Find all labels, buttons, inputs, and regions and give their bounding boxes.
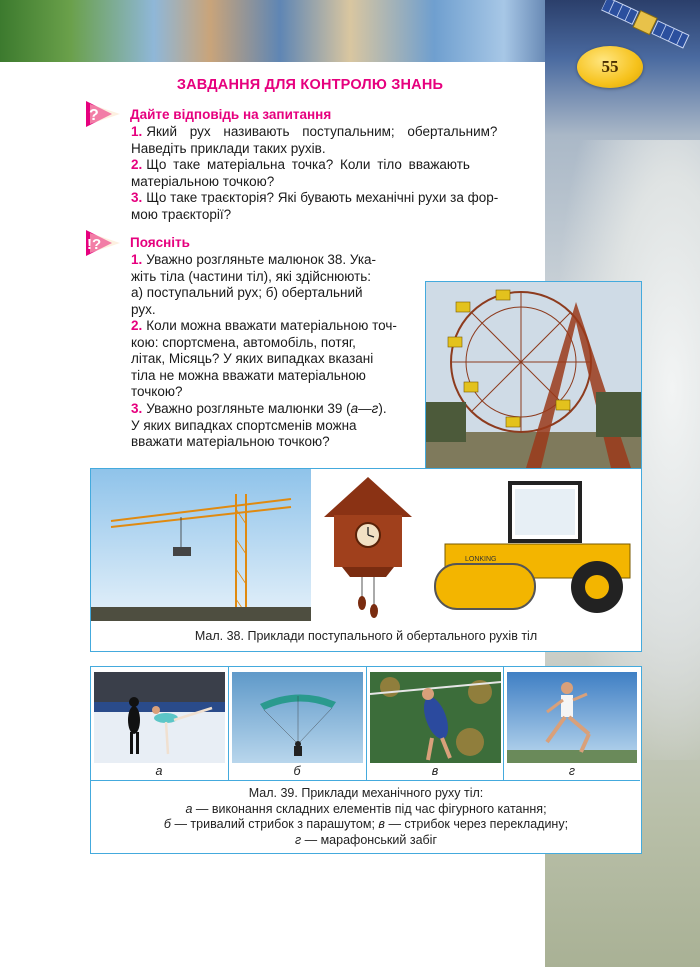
question-marker-icon [86,101,124,127]
figure-39-divider [503,667,504,780]
question-line: матеріальною точкою? [131,173,275,189]
question-line: жіть тіла (частини тіл), які здійснюють: [131,268,372,284]
caption-letter: б [163,817,171,831]
question-line: літак, Місяць? У яких випадках вказані [131,351,374,366]
caption-line: — тривалий стрибок з парашутом; [174,817,375,831]
question-2 [131,157,470,190]
question-line: ). [378,401,387,416]
figure-39-letter-v: в [431,764,439,778]
question-number: 3. [131,190,143,205]
question-line: мою траєкторії? [131,206,232,222]
figure-skating-photo [94,672,225,763]
svg-text:!?: !? [87,236,102,253]
group2-heading: Поясніть [130,235,190,250]
caption-letter: а [185,801,193,816]
question-line: Уважно розгляньте малюнок 38. Ука- [146,252,377,267]
figure-39-divider [91,780,640,781]
explain-1 [131,252,411,318]
question-line: тіла не можна вважати матеріальною [131,367,366,383]
caption-line: — виконання складних елементів під час фігурного катання; [195,801,547,816]
question-line: Наведіть приклади таких рухів. [131,140,326,156]
svg-text:?: ? [89,107,99,124]
svg-text:LONKING: LONKING [465,556,497,563]
page-number-badge: 55 [577,46,643,88]
question-line: кою: спортсмена, автомобіль, потяг, [131,334,356,350]
caption-letter: в [378,817,385,831]
crane-photo [91,469,311,621]
question-line: а) поступальний рух; б) обертальний [131,285,363,300]
question-3 [131,190,498,223]
figure-39-letter-b: б [293,764,301,778]
question-line: Що таке траєкторія? Які бувають механічні рухи за фор- [146,190,499,205]
caption-line: — марафонський забіг [304,832,438,847]
question-line: рух. [131,301,156,317]
road-roller-photo [425,469,640,621]
ferris-wheel-photo [425,281,642,469]
question-number: 1. [131,124,143,139]
question-1 [131,124,497,157]
caption-letter: г [294,832,302,847]
explain-3 [131,401,421,451]
question-number: 2. [131,318,143,333]
figure-39-caption [91,786,641,848]
explain-marker-icon [86,230,124,256]
question-number: 3. [131,401,143,416]
question-number: 2. [131,157,143,172]
question-line: точкою? [131,384,183,399]
parachute-photo [232,672,363,763]
question-line: Що таке матеріальна точка? Коли тіло вважають [146,157,470,172]
figure-39-divider [366,667,367,780]
question-line: Який рух називають поступальним; обертальним? [146,124,498,139]
caption-line: Мал. 39. Приклади механічного руху тіл: [248,786,484,800]
section-title: ЗАВДАННЯ ДЛЯ КОНТРОЛЮ ЗНАНЬ [176,77,444,93]
caption-line: — стрибок через перекладину; [388,817,569,831]
figure-38-caption: Мал. 38. Приклади поступального й обертального рухів тіл [194,629,538,643]
question-italic: а—г [350,401,379,416]
question-line: вважати матеріальною точкою? [131,434,330,449]
explain-2 [131,318,421,401]
figure-39-divider [228,667,229,780]
question-line: Уважно розгляньте малюнки 39 ( [146,401,351,416]
figure-39-letter-a: а [155,764,163,778]
marathon-runner-photo [507,672,637,763]
question-line: Коли можна вважати матеріальною точ- [146,318,397,333]
question-line: У яких випадках спортсменів можна [131,417,357,433]
high-jump-photo [370,672,501,763]
group1-heading: Дайте відповідь на запитання [130,107,332,122]
question-number: 1. [131,252,143,267]
figure-39-letter-g: г [568,764,576,778]
cuckoo-clock-photo [312,469,424,621]
